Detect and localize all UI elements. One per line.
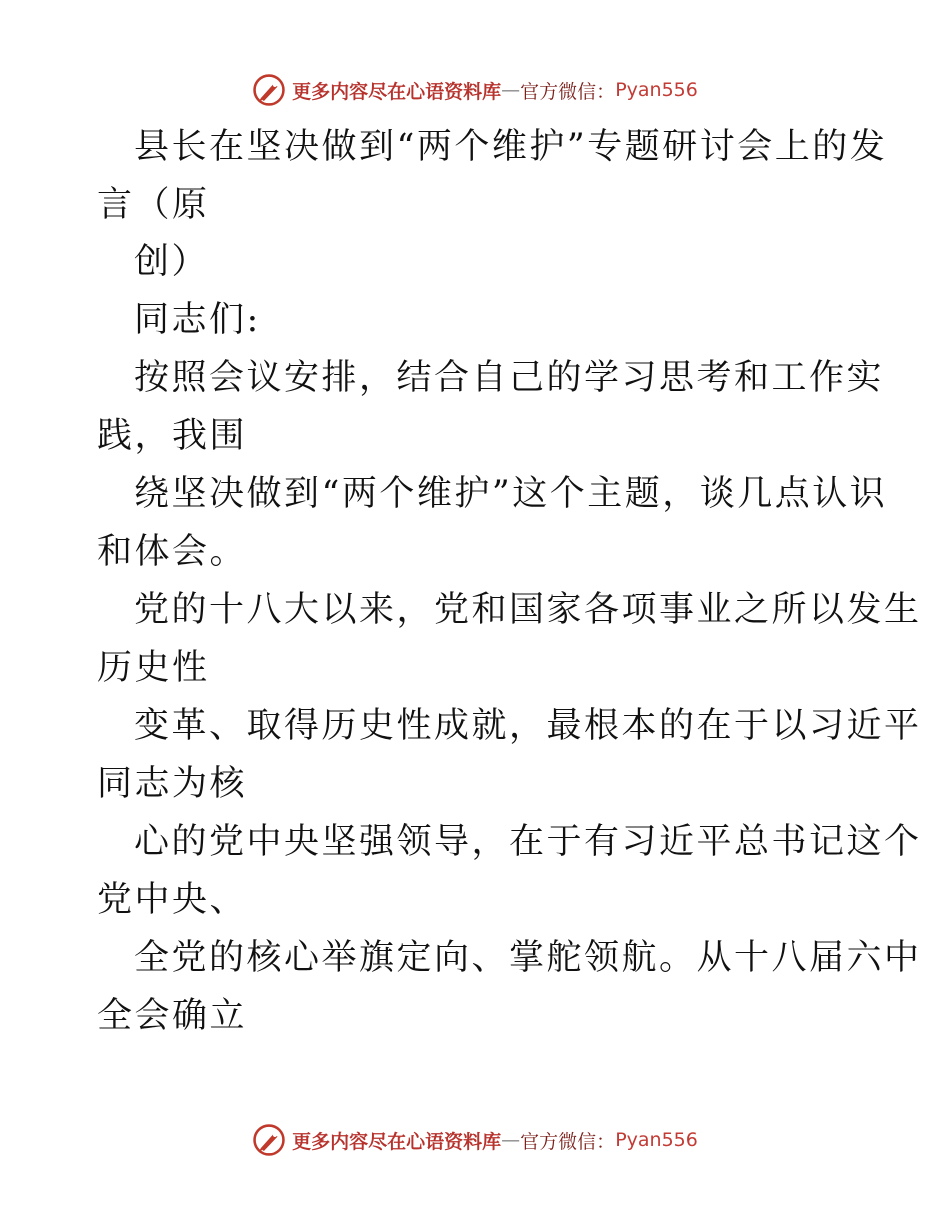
doc-paragraph-line: 心的党中央坚强领导，在于有习近平总书记这个	[134, 822, 922, 862]
watermark-official-label: 官方微信：	[520, 1130, 616, 1153]
watermark-wechat-id: Pyan556	[615, 1129, 698, 1151]
doc-paragraph-line: 党的十八大以来，党和国家各项事业之所以发生	[134, 590, 922, 630]
doc-paragraph-line: 践，我围	[97, 416, 248, 456]
doc-paragraph-line: 同志为核	[97, 764, 248, 804]
watermark-separator: —	[501, 1129, 521, 1151]
doc-paragraph-line: 全党的核心举旗定向、掌舵领航。从十八届六中	[134, 938, 922, 978]
doc-paragraph-line: 按照会议安排，结合自己的学习思考和工作实	[134, 358, 885, 398]
doc-paragraph-line: 和体会。	[97, 532, 248, 572]
watermark-brand: 更多内容尽在心语资料库	[292, 80, 502, 103]
watermark-wechat-id: Pyan556	[615, 79, 698, 101]
doc-paragraph-line: 绕坚决做到“两个维护”这个主题，谈几点认识	[134, 474, 888, 514]
doc-title-line-3: 创）	[134, 242, 210, 282]
footer-watermark	[0, 1120, 950, 1160]
doc-title-line-2: 言（原	[97, 185, 210, 225]
doc-paragraph-line: 历史性	[97, 648, 210, 688]
watermark-separator: —	[501, 79, 521, 101]
doc-paragraph-line: 全会确立	[97, 996, 248, 1036]
doc-salutation: 同志们:	[134, 300, 261, 340]
pen-nib-logo-icon	[252, 1123, 286, 1157]
header-watermark	[0, 70, 950, 110]
doc-paragraph-line: 党中央、	[97, 880, 248, 920]
watermark-official-label: 官方微信：	[520, 80, 616, 103]
doc-paragraph-line: 变革、取得历史性成就，最根本的在于以习近平	[134, 706, 922, 746]
doc-title-line-1: 县长在坚决做到“两个维护”专题研讨会上的发	[134, 127, 888, 167]
pen-nib-logo-icon	[252, 73, 286, 107]
watermark-brand: 更多内容尽在心语资料库	[292, 1130, 502, 1153]
